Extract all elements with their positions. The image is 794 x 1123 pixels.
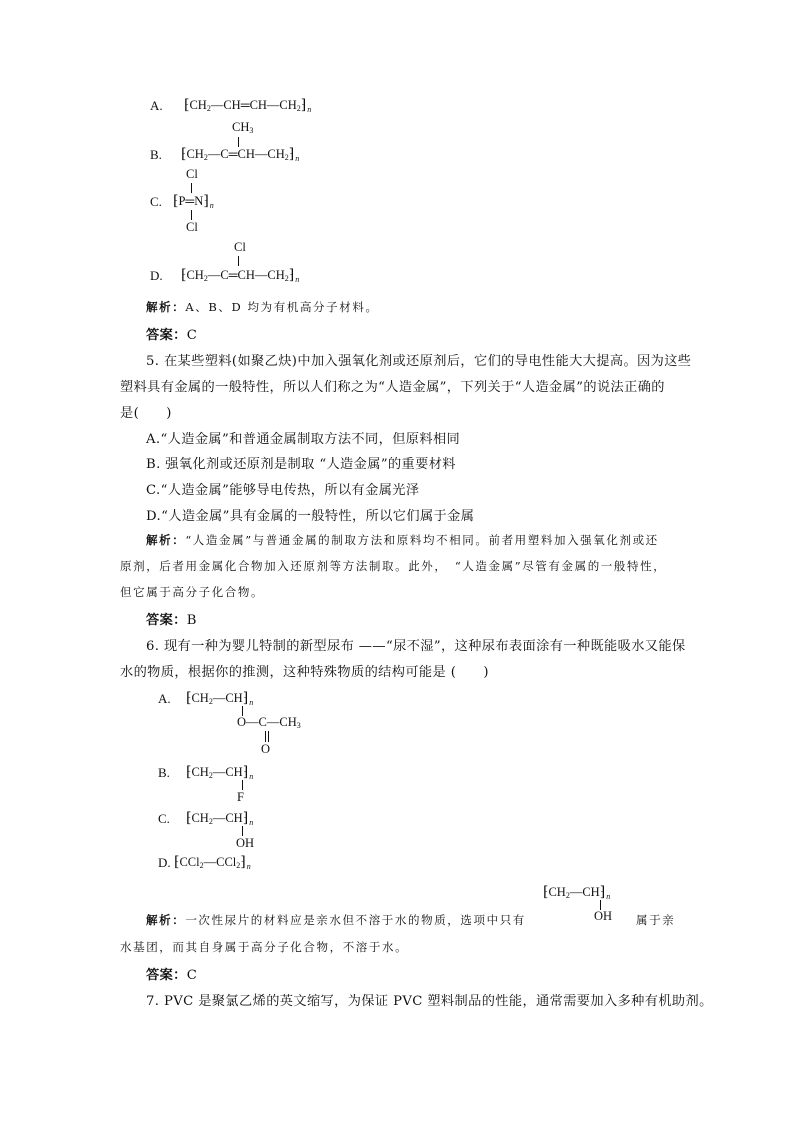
q6-analysis-line-1 [146,912,526,928]
polymer-formula: $⁅CH_2—CH═CH—CH_2⁆_n$ [184,98,312,114]
analysis-label: 解析： [146,300,186,314]
option-label: A. [158,691,171,706]
polymer-formula: $⁅CH_2—C═CH—CH_2⁆_n$ [181,268,300,284]
option-label: D. [158,855,171,870]
analysis-label: 解析： [146,533,186,547]
substituent: F [237,790,244,804]
q6-answer [146,964,197,983]
q5-stem-line-3: 是( ) [120,406,172,421]
q5-option-a: A.“人造金属”和普通金属制取方法不同，但原料相同 [146,432,461,447]
q6-stem-line-2: 水的物质，根据你的推测，这种特殊物质的结构可能是 ( ) [120,665,489,680]
answer-value: C [186,328,198,343]
q6-analysis-line-1-tail: 属于亲 [636,913,676,927]
polymer-formula: $⁅CH_2—CH⁆_n$ [186,811,254,827]
polymer-formula: $⁅CH_2—C═CH—CH_2⁆_n$ [181,147,300,163]
answer-label: 答案： [146,328,187,343]
polymer-formula: $⁅CCl_2—CCl_2⁆_n$ [174,855,251,871]
analysis-text: A、B、D 均为有机高分子材料。 [185,300,379,314]
q6-stem-line-1: 6. 现有一种为婴儿特制的新型尿布 ——“尿不湿”，这种尿布表面涂有一种既能吸水又能保 [146,639,686,654]
ester-branch: $O—C—CH_3$ [237,715,301,730]
q5-stem-line-2: 塑料具有金属的一般特性，所以人们称之为“人造金属”，下列关于“人造金属”的说法正确的 [120,380,665,395]
q5-analysis-line-1 [146,532,659,548]
analysis-text: “人造金属”与普通金属的制取方法和原料均不相同。前者用塑料加入强氧化剂或还 [185,533,659,547]
q5-stem-line-1: 5. 在某些塑料(如聚乙炔)中加入强氧化剂或还原剂后，它们的导电性能大大提高。因为这些 [146,354,692,369]
q5-analysis-line-3: 但它属于高分子化合物。 [120,585,265,599]
polymer-formula: $⁅CH_2—CH⁆_n$ [543,885,611,901]
option-label: D. [150,268,163,283]
substituent: OH [594,909,613,923]
option-label: C. [158,811,170,826]
substituent-bottom: Cl [186,220,198,234]
substituent: Cl [234,240,246,254]
substituent: $CH_3$ [232,120,254,135]
substituent: OH [236,836,255,850]
q5-option-c: C.“人造金属”能够导电传热，所以有金属光泽 [146,483,420,498]
q5-analysis-line-2: 原剂，后者用金属化合物加入还原剂等方法制取。此外， “人造金属”尽管有金属的一般特性， [120,559,667,573]
q7-stem-line-1: 7. PVC 是聚氯乙烯的英文缩写，为保证 PVC 塑料制品的性能，通常需要加入多种有机助剂。 [146,994,713,1009]
option-label: C. [150,194,162,209]
polymer-formula: $⁅CH_2—CH⁆_n$ [186,765,254,781]
option-label: B. [158,765,170,780]
polymer-formula: $⁅CH_2—CH⁆_n$ [186,691,254,707]
analysis-label: 解析： [146,913,186,927]
option-label: B. [150,147,162,162]
q6-analysis-line-2: 水基团，而其自身属于高分子化合物，不溶于水。 [120,940,409,954]
carbonyl-oxygen: O [261,742,271,756]
answer-value: B [186,613,197,628]
answer-label: 答案： [146,613,187,628]
polymer-formula: $⁅P═N⁆_n$ [173,194,214,210]
q5-option-b: B. 强氧化剂或还原剂是制取 “人造金属”的重要材料 [146,457,456,472]
q4-answer [146,324,197,343]
q5-option-d: D.“人造金属”具有金属的一般特性，所以它们属于金属 [146,509,475,524]
option-label: A. [150,98,163,113]
answer-value: C [186,968,198,983]
answer-label: 答案： [146,968,187,983]
analysis-text: 一次性尿片的材料应是亲水但不溶于水的物质，选项中只有 [185,913,526,927]
q4-analysis [146,299,379,315]
substituent-top: Cl [186,167,198,181]
q5-answer [146,609,197,628]
